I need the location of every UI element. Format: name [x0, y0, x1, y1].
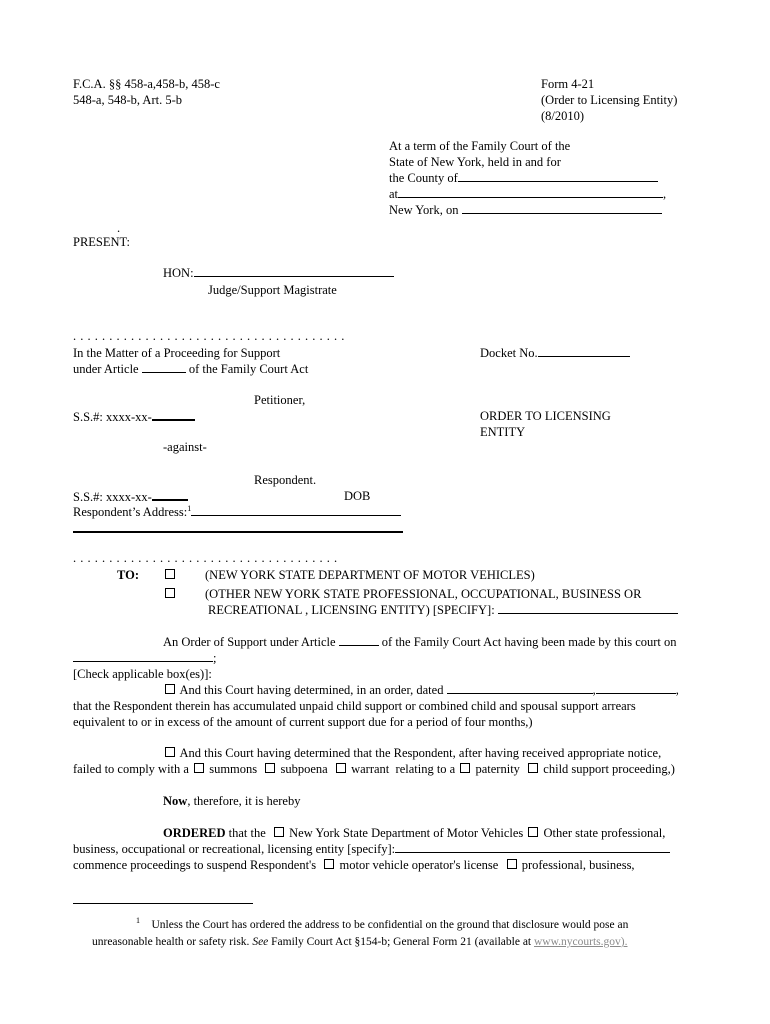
- term-date-field[interactable]: [462, 202, 662, 214]
- child-support-label: child support proceeding,): [543, 762, 675, 776]
- now-line: [163, 793, 300, 809]
- professional-license-checkbox[interactable]: [507, 859, 517, 869]
- form-date: (8/2010): [541, 109, 585, 123]
- arrears-line-1: [163, 682, 679, 698]
- term-line-1: At a term of the Family Court of the: [389, 139, 571, 153]
- footnote-text-1: Unless the Court has ordered the address to be confidential on the ground that disclosure would pose an: [151, 919, 629, 931]
- docket-label: Docket No.: [480, 346, 538, 360]
- caption-dots-bottom: . . . . . . . . . . . . . . . . . . . . . . . . . . . . . . . . . . . . .: [73, 551, 338, 565]
- order-support-line: [163, 634, 677, 650]
- term-line-2: State of New York, held in and for: [389, 155, 561, 169]
- ordered-dmv-label: New York State Department of Motor Vehicles: [289, 826, 524, 840]
- ordered-dmv-checkbox[interactable]: [274, 827, 284, 837]
- respondent-ss-line: [73, 488, 188, 505]
- order-support-text-b: of the Family Court Act having been made by this court on: [381, 635, 677, 649]
- order-title-1: ORDER TO LICENSING: [480, 409, 611, 423]
- now-bold: Now: [163, 794, 188, 808]
- dob-label: DOB: [344, 489, 371, 503]
- term-county: [389, 170, 658, 186]
- statute-line-2: 548-a, 548-b, Art. 5-b: [73, 93, 183, 107]
- summons-label: summons: [209, 762, 258, 776]
- statute-line-1: F.C.A. §§ 458-a,458-b, 458-c: [73, 77, 220, 91]
- at-comma: ,: [663, 187, 667, 201]
- to-option-other-2: [208, 602, 678, 618]
- warrant-label: warrant: [351, 762, 390, 776]
- child-support-checkbox[interactable]: [528, 763, 538, 773]
- location-field[interactable]: [398, 186, 663, 198]
- matter-line-1: In the Matter of a Proceeding for Support: [73, 346, 281, 360]
- professional-license-label: professional, business,: [521, 858, 635, 872]
- arrears-text-a: And this Court having determined, in an order, dated: [179, 683, 444, 697]
- nycourts-link[interactable]: www.nycourts.gov: [534, 936, 621, 948]
- petitioner-ss-label: S.S.#: xxxx-xx-: [73, 410, 152, 424]
- article-label: under Article: [73, 362, 139, 376]
- footnote-text-2a: unreasonable health or safety risk.: [92, 936, 250, 948]
- support-order-date-field[interactable]: [73, 650, 213, 662]
- respondent-ss-label: S.S.#: xxxx-xx-: [73, 490, 152, 504]
- ordered-line-1: [163, 825, 665, 841]
- arrears-year-field[interactable]: [596, 682, 676, 694]
- support-article-field[interactable]: [339, 634, 379, 646]
- summons-checkbox[interactable]: [194, 763, 204, 773]
- address-line: [73, 504, 401, 520]
- to-option-dmv: [163, 567, 535, 583]
- suspend-text: commence proceedings to suspend Respondent's: [73, 858, 317, 872]
- arrears-line-2: that the Respondent therein has accumulated unpaid child support or combined child and spousal support arrears: [73, 699, 636, 713]
- to-label: TO:: [117, 568, 139, 582]
- order-date-line: [73, 650, 216, 666]
- hon-line: [163, 265, 394, 281]
- noncompliance-line-1: [163, 745, 661, 761]
- paternity-checkbox[interactable]: [460, 763, 470, 773]
- fca-label: of the Family Court Act: [188, 362, 309, 376]
- footnote-divider: [73, 903, 253, 904]
- term-date: [389, 202, 662, 218]
- respondent-ss-field[interactable]: [152, 488, 188, 501]
- form-title: (Order to Licensing Entity): [541, 93, 678, 107]
- address-label: Respondent’s Address:: [73, 505, 188, 519]
- now-rest: , therefore, it is hereby: [187, 794, 301, 808]
- to-option-other: [163, 586, 641, 602]
- specify-entity-field[interactable]: [498, 602, 678, 614]
- noncompliance-checkbox[interactable]: [165, 747, 175, 757]
- petitioner-ss-line: [73, 408, 195, 425]
- hon-label: HON:: [163, 266, 194, 280]
- relating-label: relating to a: [395, 762, 456, 776]
- new-york-on-label: New York, on: [389, 203, 459, 217]
- ordered-that: that the: [228, 826, 266, 840]
- vehicle-license-checkbox[interactable]: [324, 859, 334, 869]
- ordered-bold: ORDERED: [163, 826, 226, 840]
- arrears-date-field[interactable]: [447, 682, 593, 694]
- paternity-label: paternity: [475, 762, 520, 776]
- judge-label: Judge/Support Magistrate: [208, 283, 337, 297]
- hon-field[interactable]: [194, 265, 394, 277]
- arrears-line-3: equivalent to or in excess of the amount of current support due for a period of four months,): [73, 715, 533, 729]
- ordered-entity-field[interactable]: [395, 841, 670, 853]
- order-title-2: ENTITY: [480, 425, 526, 439]
- footnote-see: See: [252, 936, 269, 948]
- county-label: the County of: [389, 171, 458, 185]
- petitioner-ss-field[interactable]: [152, 408, 195, 421]
- subpoena-checkbox[interactable]: [265, 763, 275, 773]
- footnote-line-1: [136, 917, 628, 933]
- footnote-text-2b: Family Court Act §154-b; General Form 21 (available at: [271, 936, 532, 948]
- other-option-label-2: RECREATIONAL , LICENSING ENTITY) [SPECIFY]:: [208, 603, 495, 617]
- dmv-checkbox[interactable]: [165, 569, 175, 579]
- footnote-line-2: [92, 934, 628, 950]
- semicolon: ;: [213, 651, 217, 665]
- warrant-checkbox[interactable]: [336, 763, 346, 773]
- article-field[interactable]: [142, 361, 186, 373]
- term-at: [389, 186, 666, 202]
- docket-field[interactable]: [538, 345, 630, 357]
- ordered-line-3: [73, 857, 635, 873]
- address-field-1[interactable]: [191, 504, 401, 516]
- stray-dot: .: [117, 221, 121, 235]
- vehicle-license-label: motor vehicle operator's license: [339, 858, 499, 872]
- county-field[interactable]: [458, 170, 658, 182]
- noncompliance-line-2: [73, 761, 675, 777]
- arrears-checkbox[interactable]: [165, 684, 175, 694]
- footnote-end: ).: [620, 936, 628, 948]
- ordered-other-checkbox[interactable]: [528, 827, 538, 837]
- matter-line-2: [73, 361, 308, 377]
- subpoena-label: subpoena: [280, 762, 328, 776]
- docket-line: [480, 345, 630, 361]
- address-field-2[interactable]: [73, 531, 403, 533]
- at-label: at: [389, 187, 399, 201]
- petitioner-label: Petitioner,: [254, 393, 306, 407]
- footnote-ref: 1: [187, 504, 192, 513]
- arrears-end-comma: ,: [675, 683, 679, 697]
- failed-comply-text: failed to comply with a: [73, 762, 189, 776]
- respondent-label: Respondent.: [254, 473, 317, 487]
- dmv-option-label: (NEW YORK STATE DEPARTMENT OF MOTOR VEHICLES): [205, 568, 535, 582]
- other-option-label-1: (OTHER NEW YORK STATE PROFESSIONAL, OCCUPATIONAL, BUSINESS OR: [205, 587, 642, 601]
- form-number: Form 4-21: [541, 77, 595, 91]
- noncompliance-text: And this Court having determined that the Respondent, after having received appropriate notice,: [179, 746, 662, 760]
- footnote-marker: 1: [136, 916, 140, 925]
- ordered-line-2: [73, 841, 670, 857]
- present-label: PRESENT:: [73, 235, 131, 249]
- ordered-line-2-text: business, occupational or recreational, licensing entity [specify]:: [73, 842, 396, 856]
- against-label: -against-: [163, 440, 207, 454]
- caption-dots-top: . . . . . . . . . . . . . . . . . . . . . . . . . . . . . . . . . . . . . .: [73, 329, 345, 343]
- check-instruction: [Check applicable box(es)]:: [73, 667, 212, 681]
- ordered-other-label: Other state professional,: [543, 826, 666, 840]
- order-support-text-a: An Order of Support under Article: [163, 635, 336, 649]
- other-entity-checkbox[interactable]: [165, 588, 175, 598]
- arrears-comma: ,: [592, 683, 596, 697]
